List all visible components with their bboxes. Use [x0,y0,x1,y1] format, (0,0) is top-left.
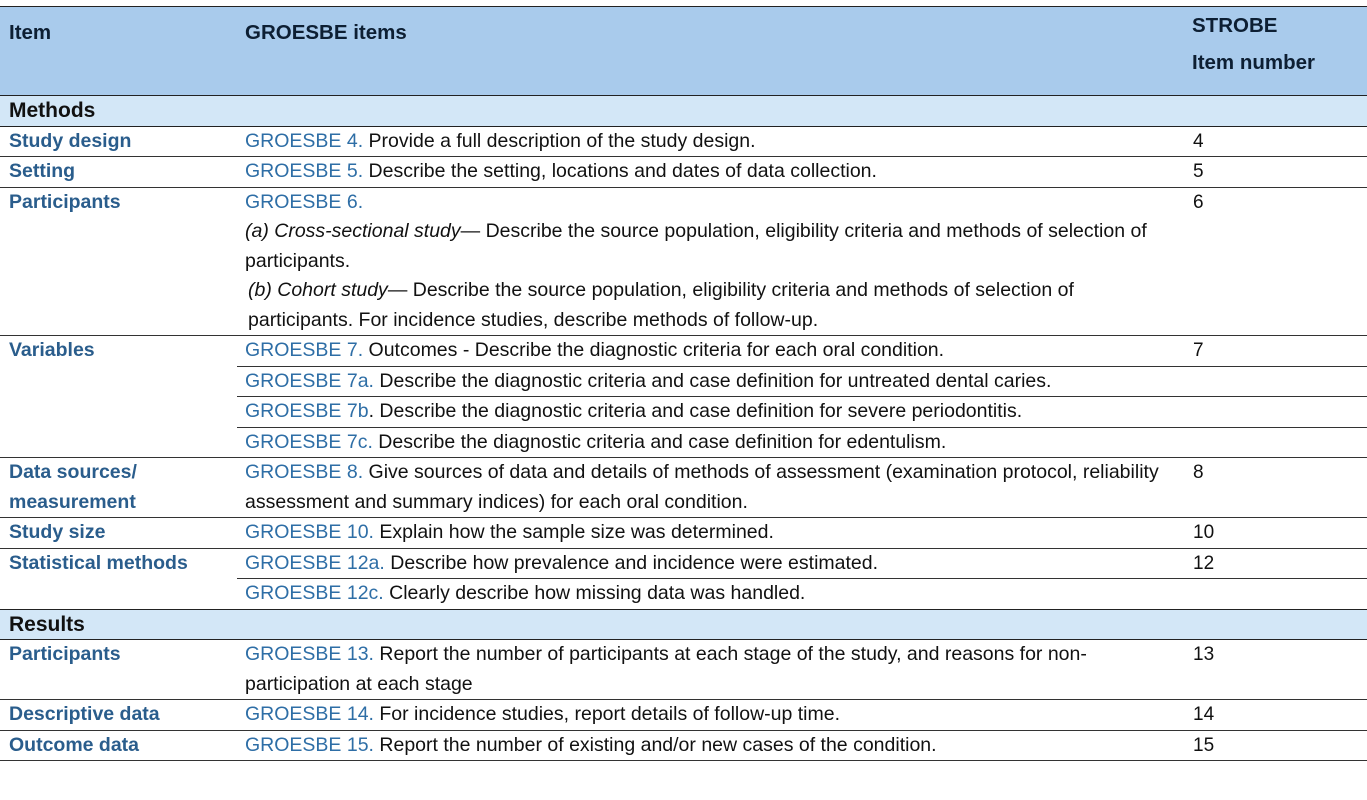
strobe-number: 14 [1183,700,1367,731]
table-header-row [0,7,1367,96]
item-label: Participants [0,187,237,336]
strobe-number-empty [1183,579,1367,610]
header-strobe-line2: Item number [1192,51,1316,74]
groesbe-ref: GROESBE 7c. [245,430,373,453]
item-label: Statistical methods [9,551,188,574]
item-label-line1: Data sources/ [9,461,137,483]
item-description [237,366,1183,397]
description-text: Clearly describe how missing data was handled. [383,582,806,604]
table-row [0,548,1367,579]
strobe-number: 8 [1183,458,1367,518]
groesbe-ref: GROESBE 7. [245,339,364,361]
strobe-number: 5 [1183,157,1367,188]
groesbe-ref: GROESBE 5. [245,160,364,182]
item-description [237,157,1183,188]
cohort-text [245,276,1183,335]
description-text: . Describe the diagnostic criteria and case definition for severe periodontitis. [368,400,1023,422]
strobe-number: 10 [1183,518,1367,549]
header-strobe [1183,7,1367,96]
item-label: Study design [0,126,237,157]
groesbe-ref: GROESBE 4. [245,129,364,152]
header-item: Item [0,7,237,96]
strobe-number-empty [1183,366,1367,397]
groesbe-ref: GROESBE 8. [245,461,364,483]
description-text: Describe the diagnostic criteria and case definition for edentulism. [372,430,947,453]
table-row [0,157,1367,188]
strobe-number: 15 [1183,730,1367,761]
groesbe-ref: GROESBE 12c. [245,582,384,604]
description-text: Report the number of participants at each stage of the study, and reasons for non-participation at each stage [245,643,1087,695]
groesbe-ref: GROESBE 15. [245,733,374,756]
cohort-label: (b) Cohort study [248,279,388,301]
groesbe-ref: GROESBE 13. [245,643,374,665]
item-description [237,427,1183,458]
groesbe-ref: GROESBE 12a. [245,551,385,574]
groesbe-ref: GROESBE 10. [245,521,374,543]
table-row [0,336,1367,367]
section-results [0,609,1367,640]
section-title: Methods [0,96,1367,127]
description-text: Outcomes - Describe the diagnostic criteria for each oral condition. [363,339,945,361]
groesbe-ref: GROESBE 7b [245,400,369,422]
item-description [237,579,1183,610]
description-text: Give sources of data and details of methods of assessment (examination protocol, reliability assessment and summary indices) for each oral condition. [245,461,1159,513]
description-text: — Describe the source population, eligibility criteria and methods of selection of participants. [245,220,1147,272]
item-label: Setting [0,157,237,188]
description-text: Describe how prevalence and incidence were estimated. [384,551,879,574]
item-label: Outcome data [0,730,237,761]
item-label: Participants [0,640,237,700]
table-row [0,640,1367,700]
groesbe-ref: GROESBE 14. [245,703,374,725]
table-row [0,187,1367,336]
strobe-number-empty [1183,427,1367,458]
section-methods [0,96,1367,127]
item-description [237,187,1183,336]
item-description [237,640,1183,700]
item-description [237,700,1183,731]
header-groesbe-items: GROESBE items [237,7,1183,96]
description-text: Describe the setting, locations and dates of data collection. [363,160,877,182]
section-title: Results [0,609,1367,640]
table-row [0,126,1367,157]
item-label-line2: measurement [9,490,136,513]
table-row [0,730,1367,761]
item-description [237,458,1183,518]
item-label: Descriptive data [0,700,237,731]
cross-sectional-text [245,217,1183,276]
description-text: Describe the diagnostic criteria and case definition for untreated dental caries. [373,369,1052,392]
table-row [0,458,1367,518]
description-text: — Describe the source population, eligibility criteria and methods of selection of participants. For incidence studies, describe methods of follow-up. [248,279,1074,331]
header-strobe-line1: STROBE [1192,14,1278,37]
item-label: Variables [0,336,237,458]
item-label: Study size [0,518,237,549]
item-description [237,548,1183,579]
groesbe-strobe-table [0,6,1367,761]
strobe-number: 6 [1183,187,1367,336]
table-row [0,518,1367,549]
description-text: For incidence studies, report details of follow-up time. [373,703,841,725]
description-text: Report the number of existing and/or new cases of the condition. [373,733,937,756]
strobe-number-empty [1183,397,1367,428]
strobe-number: 12 [1193,552,1215,574]
item-description [237,126,1183,157]
item-description [237,518,1183,549]
description-text: Provide a full description of the study design. [363,129,756,152]
item-description [237,730,1183,761]
strobe-number: 13 [1183,640,1367,700]
item-description [237,397,1183,428]
description-text: Explain how the sample size was determined. [373,521,774,543]
groesbe-ref: GROESBE 6. [245,190,364,213]
item-label [0,458,237,518]
groesbe-ref: GROESBE 7a. [245,369,374,392]
table-row [0,700,1367,731]
strobe-number: 7 [1193,340,1204,361]
item-description [237,336,1183,367]
strobe-number: 4 [1183,126,1367,157]
cross-sectional-label: (a) Cross-sectional study [245,220,461,242]
